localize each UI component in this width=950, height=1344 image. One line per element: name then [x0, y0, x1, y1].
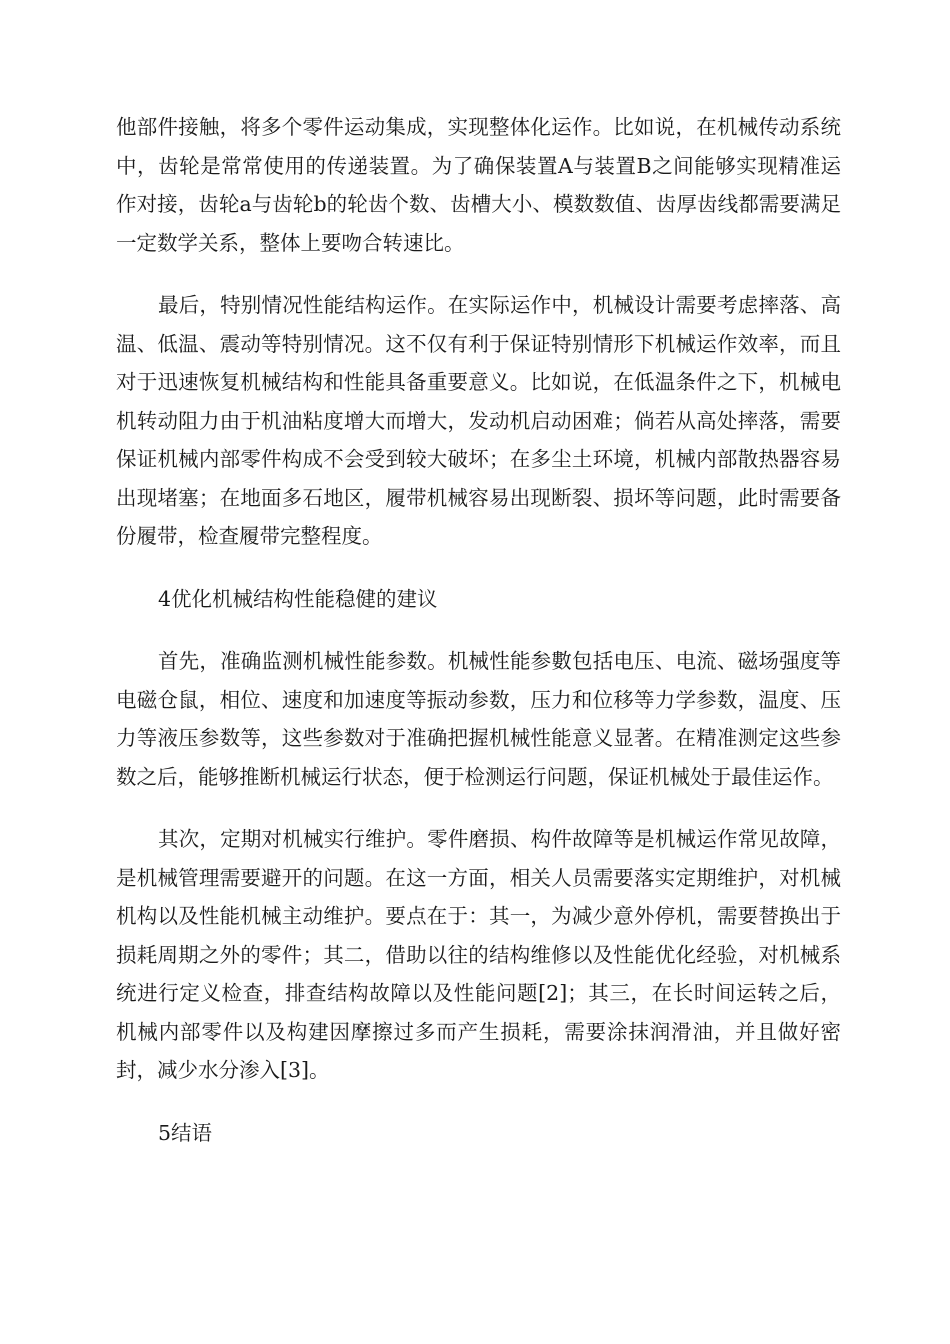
- paragraph-special-conditions: 最后，特别情况性能结构运作。在实际运作中，机械设计需要考虑摔落、高温、低温、震动等特别情况。这不仅有利于保证特别情形下机械运作效率，而且对于迅速恢复机械结构和性能具备重要意义。比如说，在低温条件之下，机械电机转动阻力由于机油粘度增大而增大，发动机启动困难；倘若从高处摔落，需要保证机械内部零件构成不会受到较大破坏；在多尘土环境，机械内部散热器容易出现堵塞；在地面多石地区，履带机械容易出现断裂、损坏等问题，此时需要备份履带，检查履带完整程度。: [116, 293, 841, 548]
- document-body: [116, 108, 841, 1176]
- paragraph-gear-transmission: 他部件接触，将多个零件运动集成，实现整体化运作。比如说，在机械传动系统中，齿轮是常常使用的传递装置。为了确保装置A与装置B之间能够实现精准运作对接，齿轮a与齿轮b的轮齿个数、齿槽大小、模数数值、齿厚齿线都需要满足一定数学关系，整体上要吻合转速比。: [116, 115, 841, 255]
- paragraph-regular-maintenance: 其次，定期对机械实行维护。零件磨损、构件故障等是机械运作常见故障，是机械管理需要避开的问题。在这一方面，相关人员需要落实定期维护，对机械机构以及性能机械主动维护。要点在于：其一，为减少意外停机，需要替换出于损耗周期之外的零件；其二，借助以往的结构维修以及性能优化经验，对机械系统进行定义检查，排查结构故障以及性能问题[2]；其三，在长时间运转之后，机械内部零件以及构建因摩擦过多而产生损耗，需要涂抹润滑油，并且做好密封，减少水分渗入[3]。: [116, 827, 841, 1082]
- section-heading-5: 5结语: [158, 1120, 213, 1145]
- paragraph-monitor-parameters: 首先，准确监测机械性能参数。机械性能参數包括电压、电流、磁场强度等电磁仓鼠，相位、速度和加速度等振动参数，压力和位移等力学参数，温度、压力等液压参数等，这些参数对于准确把握机械性能意义显著。在精准测定这些参数之后，能够推断机械运行状态，便于检测运行问题，保证机械处于最佳运作。: [116, 649, 841, 789]
- section-heading-4: 4优化机械结构性能稳健的建议: [158, 586, 438, 611]
